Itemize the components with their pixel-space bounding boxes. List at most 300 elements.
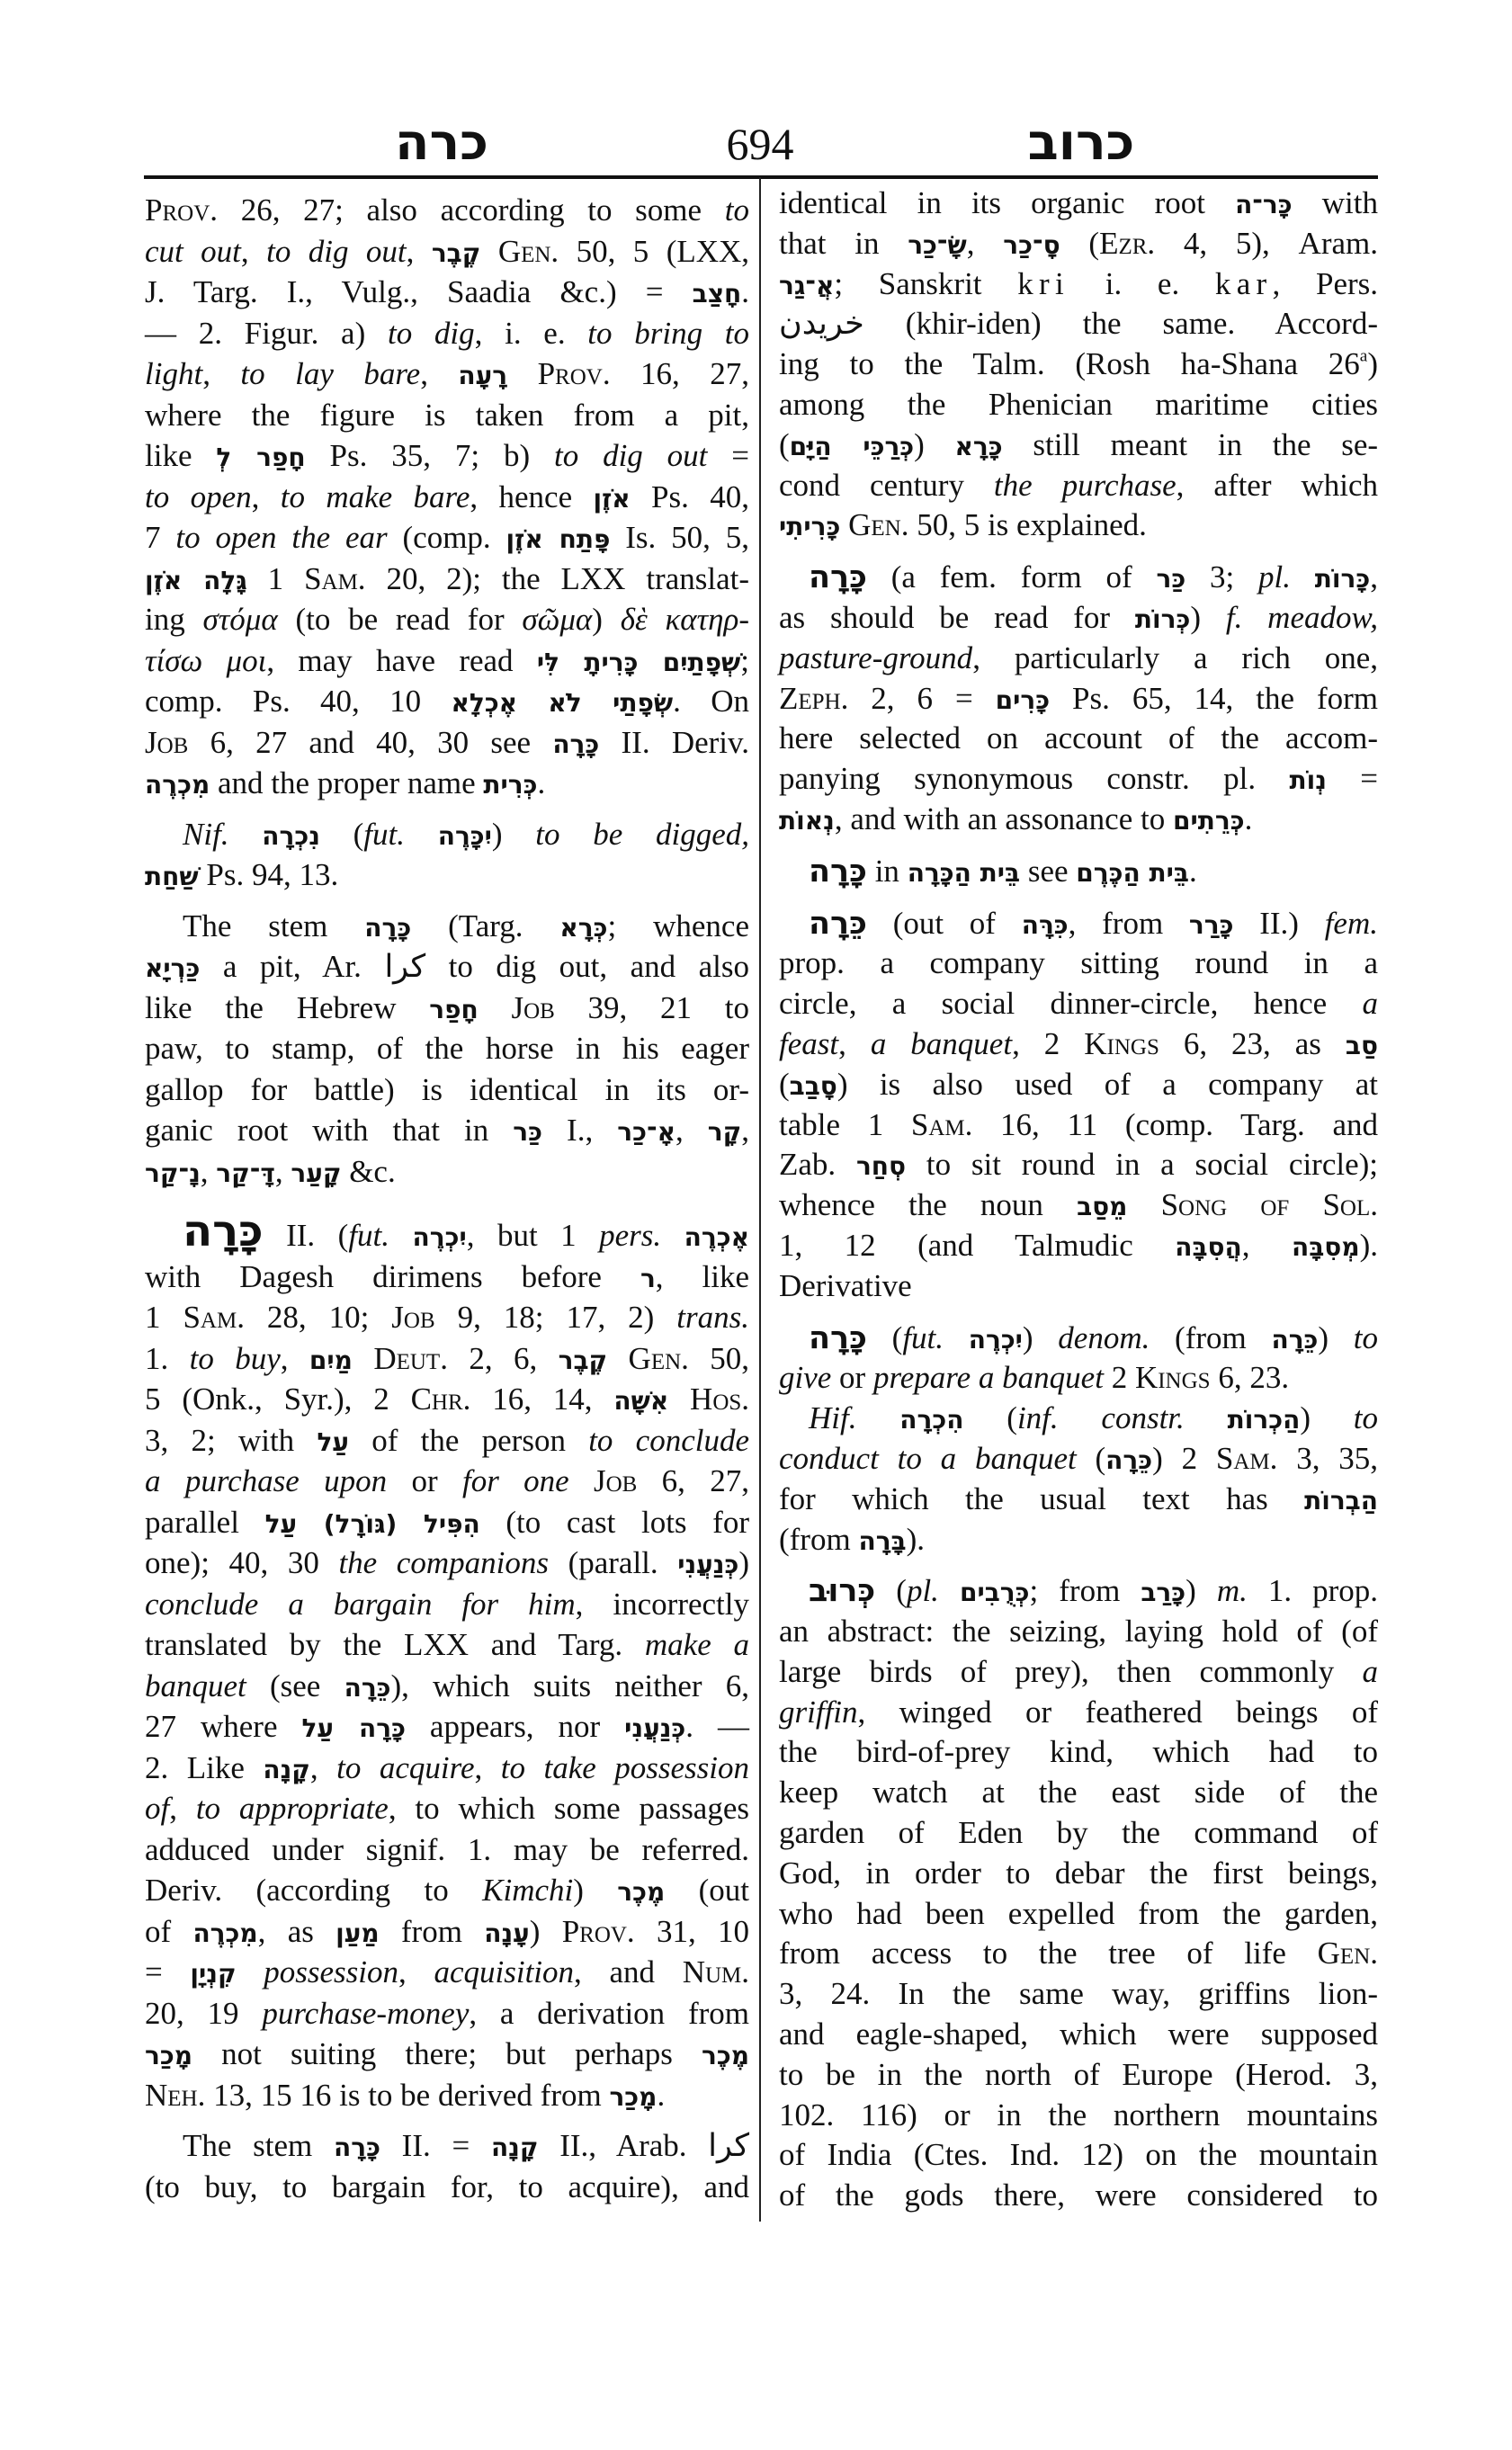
hebrew-word: הַכְרוֹת xyxy=(1227,1405,1301,1435)
hebrew-word: כָּרַב xyxy=(1141,1578,1186,1608)
hebrew-word: הַבְרוֹת xyxy=(1304,1485,1378,1516)
text-run: (to cast lots for xyxy=(479,1504,749,1540)
italic-text: a purchase upon xyxy=(145,1463,388,1498)
dictionary-entry xyxy=(779,558,1378,840)
text-line xyxy=(779,1319,1378,1359)
text-run: 50, xyxy=(688,1340,750,1376)
text-run xyxy=(405,817,438,852)
scripture-reference: Hos. xyxy=(690,1381,750,1417)
text-run: (khir-iden) the same. Accord- xyxy=(863,306,1378,342)
text-run: (to buy, to bargain for, to acquire), and xyxy=(145,2168,749,2204)
italic-text: the companions xyxy=(338,1545,549,1580)
text-run: (to be read for xyxy=(277,602,523,637)
text-line xyxy=(779,1813,1378,1854)
text-line xyxy=(779,598,1378,639)
italic-text: to appropriate xyxy=(195,1791,389,1826)
text-run: = xyxy=(1326,761,1378,797)
italic-text: banquet xyxy=(145,1668,246,1703)
text-run: where the figure is taken from a pit, xyxy=(145,397,749,433)
italic-text: a xyxy=(1362,986,1378,1022)
text-run: , like xyxy=(655,1258,749,1294)
italic-text: pers. xyxy=(599,1218,662,1253)
hebrew-word: רָעָה xyxy=(458,361,508,390)
paragraph xyxy=(145,2125,749,2207)
text-run: to be in the north of Europe (Herod. 3, xyxy=(779,2056,1378,2092)
hebrew-word: כְּנַעֲנִי xyxy=(624,1713,686,1743)
scripture-reference: Gen. xyxy=(628,1340,689,1376)
arabic-word: خريدن xyxy=(779,306,864,343)
hebrew-word: כְּנַעֲנִי xyxy=(677,1550,739,1579)
hebrew-word: מָכַר xyxy=(145,2041,192,2070)
text-run: 1 xyxy=(145,1300,183,1335)
text-run: gallop for battle) is identical in its or- xyxy=(145,1071,749,1107)
text-run: Is. 50, 5, xyxy=(610,520,750,555)
hebrew-word: כָּרִים xyxy=(995,684,1051,715)
text-run: prop. a company sitting round in a xyxy=(779,945,1378,981)
text-run: cond century xyxy=(779,467,994,503)
text-run: ) xyxy=(592,602,621,637)
text-run xyxy=(353,1341,373,1376)
page-number: 694 xyxy=(726,119,794,169)
italic-text: possession xyxy=(264,1954,399,1990)
text-run: Ps. 35, 7; b) xyxy=(305,438,554,473)
greek-text: δὲ κατηρ- xyxy=(620,602,750,637)
greek-text: σῶμα xyxy=(522,602,593,637)
headword: כָּרָה xyxy=(809,559,867,596)
text-line xyxy=(779,2096,1378,2136)
hebrew-word: כָּרוֹת xyxy=(1314,564,1371,595)
text-line xyxy=(145,2034,749,2075)
text-run: of India (Ctes. Ind. 12) on the mountain xyxy=(779,2137,1378,2173)
italic-text: to open xyxy=(145,478,252,514)
hebrew-word: כֵּרָה xyxy=(1105,1444,1153,1475)
text-line xyxy=(779,2135,1378,2176)
text-run xyxy=(939,1573,960,1608)
text-line xyxy=(145,722,749,764)
hebrew-word: כָּרָה xyxy=(552,729,600,759)
text-line xyxy=(145,517,749,559)
hebrew-word: מְסִבָּה xyxy=(1291,1231,1360,1262)
text-run: II.) xyxy=(1233,905,1325,941)
text-run: ( xyxy=(866,1319,903,1355)
text-line xyxy=(779,1266,1378,1307)
italic-text: to xyxy=(724,192,749,228)
italic-text: pasture-ground xyxy=(779,639,973,675)
text-run: II. Deriv. xyxy=(599,724,749,760)
scripture-reference: Job xyxy=(145,724,189,760)
paragraph xyxy=(145,814,749,896)
text-run: 102. 116) or in the northern mountains xyxy=(779,2097,1378,2133)
text-run: 27 where xyxy=(145,1709,302,1744)
text-line xyxy=(779,1024,1378,1065)
text-run: panying synonymous constr. pl. xyxy=(779,761,1290,797)
text-line xyxy=(145,1624,749,1666)
text-run: 16, 14, xyxy=(470,1381,614,1417)
hebrew-word: עַל xyxy=(317,1426,349,1457)
italic-text: to be digged, xyxy=(535,816,749,852)
text-run: 5 (Onk., Syr.), 2 xyxy=(145,1381,411,1417)
dictionary-entry xyxy=(779,1571,1378,2216)
hebrew-word: ר xyxy=(640,1263,656,1293)
hebrew-word: שַׁחַת xyxy=(145,862,199,891)
text-run xyxy=(840,507,848,542)
text-run: adduced under signif. 1. may be referred. xyxy=(145,1831,749,1867)
hebrew-word: כֵּרָה xyxy=(1271,1324,1319,1355)
text-line xyxy=(145,2075,749,2116)
italic-text: Nif. xyxy=(183,816,229,852)
italic-text: a xyxy=(1362,1653,1378,1689)
text-run: 20, 2); the LXX translat- xyxy=(365,560,749,596)
italic-text: to open the ear xyxy=(175,520,388,555)
hebrew-word: מִכְרֶה xyxy=(192,1918,258,1948)
scripture-reference: Job xyxy=(391,1300,435,1335)
text-line xyxy=(145,1297,749,1338)
text-run: ing to the Talm. (Rosh ha-Shana 26 xyxy=(779,346,1360,382)
text-run: table 1 xyxy=(779,1106,911,1142)
text-run: 50, 5 is explained. xyxy=(908,507,1147,543)
left-column xyxy=(145,190,749,2207)
text-run: = xyxy=(707,438,749,473)
hebrew-word: כְּרִית xyxy=(483,770,538,800)
text-run: like xyxy=(145,438,217,473)
hebrew-word: מֵסַב xyxy=(1077,1192,1128,1222)
text-line xyxy=(779,679,1378,720)
text-run: II. ( xyxy=(263,1218,349,1253)
hebrew-word: קָנָה xyxy=(263,1754,310,1784)
scripture-reference: Gen. xyxy=(848,507,909,543)
text-run: see xyxy=(1020,853,1077,889)
text-run: ) 2 xyxy=(1152,1440,1216,1476)
text-run: 3; xyxy=(1185,559,1258,595)
text-run: ) is also used of a company at xyxy=(837,1066,1378,1102)
hebrew-word: חָצַב xyxy=(692,279,742,308)
hebrew-word: שְׁפָתַיִם כָּרִיתָ לִּי xyxy=(536,647,741,677)
italic-text: to take possession xyxy=(500,1749,750,1785)
text-run: 7 xyxy=(145,520,176,555)
text-run: Zab. xyxy=(779,1147,856,1183)
text-line xyxy=(779,1065,1378,1105)
text-run: , from xyxy=(1068,905,1189,941)
scripture-reference: Job xyxy=(594,1463,638,1498)
hebrew-word: אִשָּׁה xyxy=(613,1386,669,1416)
italic-text: trans. xyxy=(676,1300,749,1335)
text-run: ( xyxy=(1060,225,1100,261)
scripture-reference: Chr. xyxy=(410,1381,471,1417)
text-run: (from xyxy=(779,1521,859,1557)
text-run: , xyxy=(169,1791,196,1826)
text-line xyxy=(145,854,749,896)
text-run: 16, 27, xyxy=(610,356,750,391)
text-run: an abstract: the seizing, laying hold of (of xyxy=(779,1614,1378,1650)
scripture-reference: Kings xyxy=(1084,1025,1159,1061)
text-line xyxy=(779,1894,1378,1935)
hebrew-word: הֲסִבָּה xyxy=(1175,1231,1242,1262)
italic-text: to buy xyxy=(189,1340,281,1376)
headword: כָּרָה xyxy=(809,853,867,890)
text-line xyxy=(779,505,1378,546)
text-line xyxy=(145,640,749,682)
text-run: 2, 6 = xyxy=(848,680,996,716)
header-left-guideword: כרה xyxy=(395,113,488,172)
text-line xyxy=(779,1652,1378,1693)
superscript: a xyxy=(1359,346,1368,366)
text-run: (comp. xyxy=(387,520,506,555)
text-line xyxy=(779,344,1378,385)
italic-text: to dig out xyxy=(553,438,708,473)
text-line xyxy=(779,800,1378,840)
italic-text: conduct to a banquet xyxy=(779,1440,1077,1476)
italic-text: m. xyxy=(1216,1573,1248,1609)
italic-text: to dig xyxy=(387,315,475,351)
text-run: , xyxy=(280,1340,309,1376)
hebrew-word: כַּר xyxy=(513,1117,543,1147)
dictionary-entry xyxy=(779,852,1378,892)
scripture-reference: Sam. xyxy=(304,560,366,596)
text-run: like the Hebrew xyxy=(145,989,430,1025)
text-run: 6, 27, xyxy=(637,1463,750,1498)
text-run: appears, nor xyxy=(405,1709,625,1744)
text-line xyxy=(145,1206,749,1256)
text-run: from access to the tree of life xyxy=(779,1936,1318,1972)
italic-text: to lay bare xyxy=(240,356,421,391)
text-run xyxy=(1291,559,1315,595)
text-run: or xyxy=(831,1360,873,1396)
hebrew-word: כִּרָּה xyxy=(1021,909,1069,940)
text-run: ( xyxy=(963,1400,1017,1436)
text-line xyxy=(779,1520,1378,1560)
text-run xyxy=(944,1320,969,1355)
text-line xyxy=(779,2015,1378,2055)
hebrew-word: סַב xyxy=(1345,1030,1379,1060)
text-run: , i. e. xyxy=(474,315,588,351)
hebrew-word: מִכְרֶה xyxy=(145,770,210,800)
text-line xyxy=(779,224,1378,264)
text-line xyxy=(145,1829,749,1871)
text-run: paw, to stamp, of the horse in his eager xyxy=(145,1031,749,1066)
text-line xyxy=(145,1788,749,1829)
text-line xyxy=(145,1069,749,1111)
text-line xyxy=(145,1256,749,1298)
italic-text: conclude a bargain for him xyxy=(145,1586,576,1622)
text-run: to sit round in a social circle); xyxy=(906,1147,1378,1183)
text-line xyxy=(779,425,1378,466)
text-run: ) xyxy=(914,426,955,462)
text-run: , 2 xyxy=(1012,1025,1085,1061)
text-run: , after which xyxy=(1176,467,1378,503)
text-line xyxy=(145,1666,749,1707)
text-run: . xyxy=(657,2077,666,2113)
text-run: 6, 23, as xyxy=(1159,1025,1346,1061)
text-run: whence the noun xyxy=(779,1187,1078,1223)
text-run: or xyxy=(387,1463,462,1498)
hebrew-word: כָּרָה xyxy=(333,2133,380,2162)
text-run: I., xyxy=(542,1113,618,1148)
text-run: . xyxy=(741,274,749,309)
text-line xyxy=(145,1502,749,1543)
text-run: 2. Like xyxy=(145,1749,264,1785)
text-run: Ps. 94, 13. xyxy=(198,857,339,892)
text-run: , hence xyxy=(470,478,594,514)
text-run: ) xyxy=(1318,1319,1354,1355)
text-run: The stem xyxy=(183,2128,334,2163)
text-run: 31, 10 xyxy=(634,1913,749,1949)
text-line xyxy=(145,1870,749,1911)
greek-text: στόμα xyxy=(202,602,278,637)
hebrew-word: הִכְרָה xyxy=(899,1405,964,1435)
hebrew-word: קִנְיָן xyxy=(190,1959,237,1989)
italic-text: prepare a banquet xyxy=(872,1360,1104,1396)
text-line xyxy=(779,1571,1378,1612)
text-run: still meant in the se- xyxy=(1002,426,1379,462)
italic-text: Hif. xyxy=(809,1400,857,1436)
text-run: ing xyxy=(145,602,203,637)
header-rule xyxy=(144,175,1378,179)
hebrew-word: כָּרַר xyxy=(1188,909,1234,940)
text-run: ( xyxy=(319,816,364,852)
hebrew-word: קָר xyxy=(707,1117,742,1147)
hebrew-word: מָכַר xyxy=(609,2081,658,2112)
italic-text: denom. xyxy=(1058,1319,1150,1355)
hebrew-word: נִכְרָה xyxy=(262,820,320,851)
text-run: a pit, Ar. xyxy=(200,949,385,984)
hebrew-word: עָנָה xyxy=(484,1918,530,1948)
text-line xyxy=(145,1748,749,1789)
dictionary-entry xyxy=(779,1319,1378,1399)
scripture-reference: Prov. xyxy=(561,1913,635,1949)
hebrew-word: שָׂ־כַר xyxy=(908,229,967,260)
text-run: 1, 12 (and Talmudic xyxy=(779,1227,1176,1263)
hebrew-word: מַיִם xyxy=(309,1345,353,1375)
text-run: 6, 23. xyxy=(1210,1360,1290,1396)
hebrew-word: כְּרָא xyxy=(559,912,608,943)
italic-text: pl. xyxy=(906,1573,939,1609)
text-run xyxy=(229,817,263,852)
text-run: , Pers. xyxy=(1272,265,1378,301)
text-run: (a fem. form of xyxy=(866,559,1157,595)
text-line xyxy=(145,2125,749,2167)
dictionary-entry xyxy=(779,904,1378,1307)
scripture-reference: Sam. xyxy=(183,1300,245,1335)
italic-text: Kimchi xyxy=(482,1873,574,1908)
scripture-reference: Neh. xyxy=(145,2077,206,2113)
headword: כֵּרָה xyxy=(809,905,867,942)
paragraph xyxy=(145,906,749,1193)
text-run xyxy=(479,990,512,1025)
text-run: , xyxy=(966,225,1004,261)
scripture-reference: Gen. xyxy=(1317,1936,1378,1972)
text-run: who had been expelled from the garden, xyxy=(779,1895,1378,1931)
text-run: i. e. xyxy=(1069,265,1215,301)
header-right-guideword: כרוב xyxy=(1027,113,1135,172)
text-run: the bird-of-prey kind, which had to xyxy=(779,1734,1378,1770)
hebrew-word: גָּלָה אֹזֶן xyxy=(145,565,247,595)
text-run: ) xyxy=(573,1873,618,1908)
text-run xyxy=(607,1341,628,1376)
italic-text: give xyxy=(779,1360,832,1396)
text-run: in xyxy=(866,853,908,889)
text-run: ( xyxy=(875,1573,907,1609)
text-run: , xyxy=(251,478,281,514)
text-line xyxy=(779,1226,1378,1266)
text-run: of the person xyxy=(348,1422,589,1458)
text-run: ; from xyxy=(1029,1573,1141,1609)
text-line xyxy=(145,1706,749,1748)
hebrew-word: נְוֹת xyxy=(1289,765,1327,796)
text-run: 50, 5 (LXX, xyxy=(559,233,750,269)
text-run: ( xyxy=(1076,1440,1106,1476)
text-run: 39, 21 to xyxy=(554,989,749,1025)
hebrew-word: כָּרָא xyxy=(954,431,1003,461)
text-run: ) xyxy=(1367,346,1378,382)
text-run: , xyxy=(474,1749,501,1785)
text-run: 9, 18; 17, 2) xyxy=(434,1300,677,1335)
scripture-reference: Sam. xyxy=(1215,1440,1278,1476)
dictionary-entry xyxy=(145,1206,750,2115)
hebrew-word: פָּתַח אֹזֶן xyxy=(505,524,611,554)
scripture-reference: Zeph. xyxy=(779,680,849,716)
text-run: ) xyxy=(738,1545,749,1580)
headword: כָּרָה xyxy=(183,1206,264,1256)
text-run xyxy=(1127,1187,1160,1222)
paragraph xyxy=(145,190,749,804)
text-run: , winged or feathered beings of xyxy=(857,1694,1378,1730)
text-run: 28, 10; xyxy=(244,1300,392,1335)
text-line xyxy=(779,1185,1378,1226)
text-run: , xyxy=(406,233,432,269)
text-run: large birds of prey), then commonly xyxy=(779,1653,1363,1689)
text-run: , and with an assonance to xyxy=(834,800,1173,836)
text-line xyxy=(145,1151,749,1193)
hebrew-word: קָעַר xyxy=(291,1158,342,1188)
text-run xyxy=(389,1218,412,1253)
hebrew-word: סְחַר xyxy=(855,1151,907,1182)
text-run: ). xyxy=(1359,1227,1378,1263)
text-line xyxy=(779,1612,1378,1652)
hebrew-word: אֲ־גַר xyxy=(779,270,835,300)
scripture-reference: Song of Sol. xyxy=(1160,1187,1378,1223)
text-line xyxy=(145,435,749,477)
text-run: ) xyxy=(1190,599,1226,635)
text-run: (out of xyxy=(866,905,1022,941)
spaced-text: kar xyxy=(1214,265,1273,301)
text-run: of the gods there, were considered to xyxy=(779,2177,1378,2213)
text-line xyxy=(779,2176,1378,2216)
text-run: , xyxy=(675,1113,708,1148)
text-line xyxy=(779,183,1378,224)
text-line xyxy=(779,1693,1378,1733)
text-run: 4, 5), Aram. xyxy=(1155,225,1378,261)
italic-text: of xyxy=(145,1791,170,1826)
text-line xyxy=(145,272,749,313)
italic-text: cut out xyxy=(145,233,241,269)
text-line xyxy=(779,1934,1378,1974)
text-line xyxy=(779,558,1378,598)
text-line xyxy=(145,313,749,354)
text-run: 16, 11 (comp. Targ. and xyxy=(972,1106,1378,1142)
text-run: . On xyxy=(673,684,749,719)
hebrew-word: יִכְרֶה xyxy=(412,1222,467,1252)
hebrew-word: נְאוֹת xyxy=(779,805,835,836)
hebrew-word: נָ־קַר xyxy=(145,1158,201,1188)
hebrew-word: קֶבֶר xyxy=(431,237,481,268)
hebrew-word: קֶבֶר xyxy=(558,1345,608,1375)
scripture-reference: Prov. xyxy=(537,356,611,391)
text-run: to dig out, and also xyxy=(425,949,749,984)
hebrew-word: שְׂפָתַי לֹא אֶכְלָא xyxy=(451,688,674,718)
text-run: 20, 19 xyxy=(145,1995,263,2031)
text-line xyxy=(779,1773,1378,1813)
text-run: . — xyxy=(685,1709,749,1744)
